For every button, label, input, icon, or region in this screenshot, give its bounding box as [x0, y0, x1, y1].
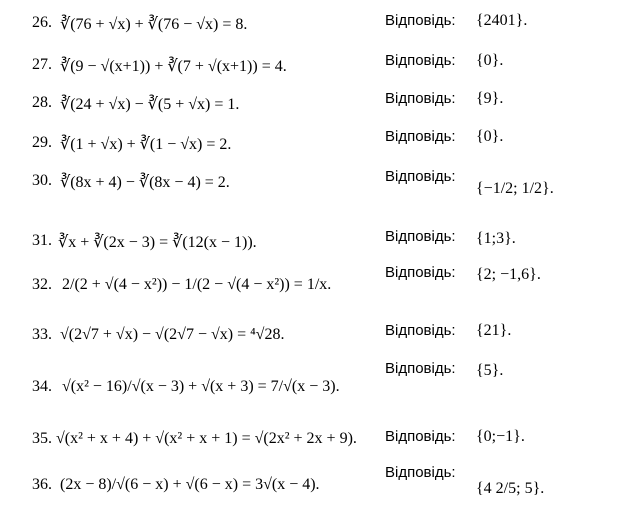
problem-number: 30.	[32, 172, 52, 189]
problem-number: 31.	[32, 232, 52, 249]
answer-label: Відповідь:	[385, 428, 456, 445]
problem-number: 26.	[32, 14, 52, 31]
equation: ∛(76 + √x) + ∛(76 − √x) = 8.	[60, 16, 248, 33]
answer-label: Відповідь:	[385, 12, 456, 29]
problem-33	[0, 318, 618, 348]
answer-label: Відповідь:	[385, 52, 456, 69]
equation: (2x − 8)/√(6 − x) + √(6 − x) = 3√(x − 4).	[60, 476, 320, 493]
equation: √(x² − 16)/√(x − 3) + √(x + 3) = 7/√(x − 3).	[62, 378, 340, 395]
answer-label: Відповідь:	[385, 322, 456, 339]
answer-label: Відповідь:	[385, 90, 456, 107]
answer-label: Відповідь:	[385, 228, 456, 245]
problem-36	[0, 462, 618, 506]
answer-label: Відповідь:	[385, 168, 456, 185]
answer: {2; −1,6}.	[476, 266, 541, 283]
problem-number: 34.	[32, 378, 52, 395]
equation: 2/(2 + √(4 − x²)) − 1/(2 − √(4 − x²)) = 1/x.	[62, 276, 332, 293]
problem-29	[0, 128, 618, 156]
answer-label: Відповідь:	[385, 360, 456, 377]
equation: ∛x + ∛(2x − 3) = ∛(12(x − 1)).	[58, 234, 257, 251]
answer: {0;−1}.	[476, 428, 525, 445]
problem-number: 28.	[32, 94, 52, 111]
equation: √(x² + x + 4) + √(x² + x + 1) = √(2x² + 2x + 9).	[56, 430, 357, 447]
equation: ∛(24 + √x) − ∛(5 + √x) = 1.	[60, 96, 240, 113]
problem-number: 29.	[32, 134, 52, 151]
answer-label: Відповідь:	[385, 128, 456, 145]
problem-35	[0, 424, 618, 454]
answer: {0}.	[476, 52, 504, 69]
equation: ∛(8x + 4) − ∛(8x − 4) = 2.	[60, 174, 230, 191]
problem-30	[0, 166, 618, 212]
answer: {−1/2; 1/2}.	[476, 180, 554, 197]
equation: ∛(9 − √(x+1)) + ∛(7 + √(x+1)) = 4.	[60, 58, 287, 75]
answer: {4 2/5; 5}.	[476, 480, 545, 497]
answer: {5}.	[476, 362, 504, 379]
problem-27	[0, 48, 618, 76]
answer: {9}.	[476, 90, 504, 107]
problem-number: 36.	[32, 476, 52, 493]
problem-number: 33.	[32, 326, 52, 343]
problem-28	[0, 88, 618, 116]
answer: {2401}.	[476, 12, 528, 29]
answer: {21}.	[476, 322, 512, 339]
problem-number: 27.	[32, 56, 52, 73]
problem-26	[0, 8, 618, 36]
problem-number: 35.	[32, 430, 52, 447]
answer: {0}.	[476, 128, 504, 145]
answer: {1;3}.	[476, 230, 516, 247]
answer-label: Відповідь:	[385, 464, 456, 481]
problem-32	[0, 262, 618, 304]
equation: ∛(1 + √x) + ∛(1 − √x) = 2.	[60, 136, 232, 153]
problem-number: 32.	[32, 276, 52, 293]
problem-34	[0, 358, 618, 414]
problem-31	[0, 224, 618, 252]
answer-label: Відповідь:	[385, 264, 456, 281]
equation: √(2√7 + √x) − √(2√7 − √x) = ⁴√28.	[60, 326, 285, 343]
